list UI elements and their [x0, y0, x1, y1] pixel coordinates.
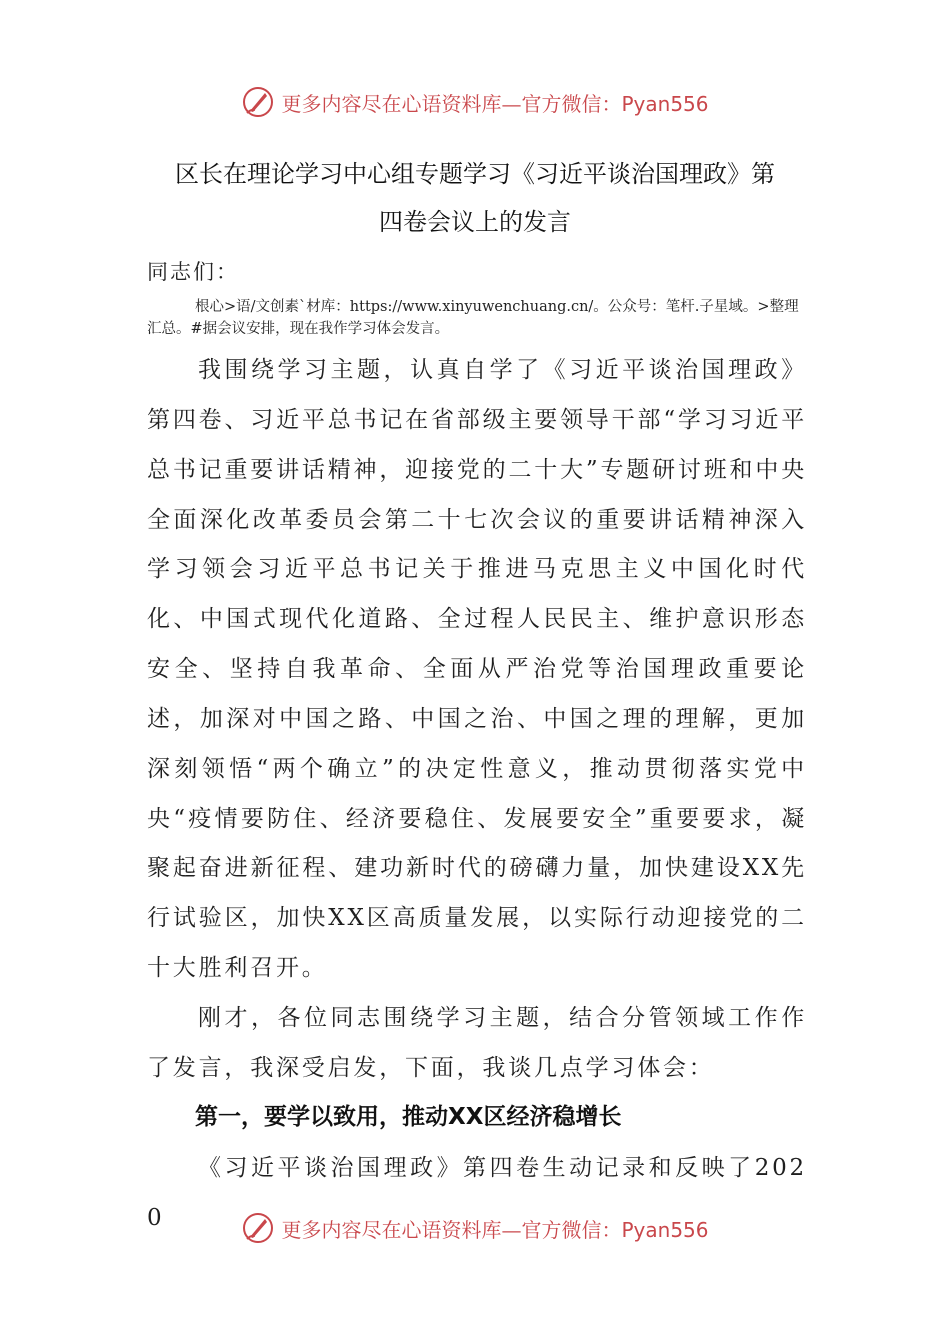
banner-wechat-id: Pyan556 — [621, 91, 709, 116]
body-paragraph-1: 我围绕学习主题，认真自学了《习近平谈治国理政》第四卷、习近平总书记在省部级主要领导干部“学习习近平总书记重要讲话精神，迎接党的二十大”专题研讨班和中央全面深化改革委员会第二十七次会议的重要讲话精神深入学习领会习近平总书记关于推进马克思主义中国化时代化、中国式现代化道路、全过程人民民主、维护意识形态安全、坚持自我革命、全面从严治党等治国理政重要论述，加深对中国之路、中国之治、中国之理的理解，更加深刻领悟“两个确立”的决定性意义，推动贯彻落实党中央“疫情要防住、经济要稳住、发展要安全”重要要求，凝聚起奋进新征程、建功新时代的磅礴力量，加快建设XX先行试验区，加快XX区高质量发展，以实际行动迎接党的二十大胜利召开。 — [147, 357, 807, 982]
banner-text: 更多内容尽在心语资料库—官方微信： — [281, 1217, 622, 1242]
quill-logo-icon — [241, 1211, 275, 1245]
greeting: 同志们： — [147, 260, 239, 284]
body-paragraph-2: 刚才，各位同志围绕学习主题，结合分管领域工作作了发言，我深受启发，下面，我谈几点学习体会： — [147, 1005, 807, 1081]
banner-text: 更多内容尽在心语资料库—官方微信： — [281, 91, 622, 116]
document-title-line1: 区长在理论学习中心组专题学习《习近平谈治国理政》第 — [175, 160, 775, 188]
banner-wechat-id: Pyan556 — [621, 1217, 709, 1242]
quill-logo-icon — [241, 85, 275, 119]
source-note: 根心>语/文创素`材库：https://www.xinyuwenchuang.cn/。公众号：笔杆.子星域。>整理汇总。#据会议安排，现在我作学习体会发言。 — [147, 299, 799, 337]
header-watermark-banner — [0, 82, 950, 122]
footer-watermark-banner — [0, 1208, 950, 1248]
document-title-line2: 四卷会议上的发言 — [379, 208, 571, 236]
section-heading-1: 第一，要学以致用，推动XX区经济稳增长 — [195, 1104, 622, 1130]
body-paragraph-3: 《习近平谈治国理政》第四卷生动记录和反映了2020 — [147, 1155, 807, 1231]
